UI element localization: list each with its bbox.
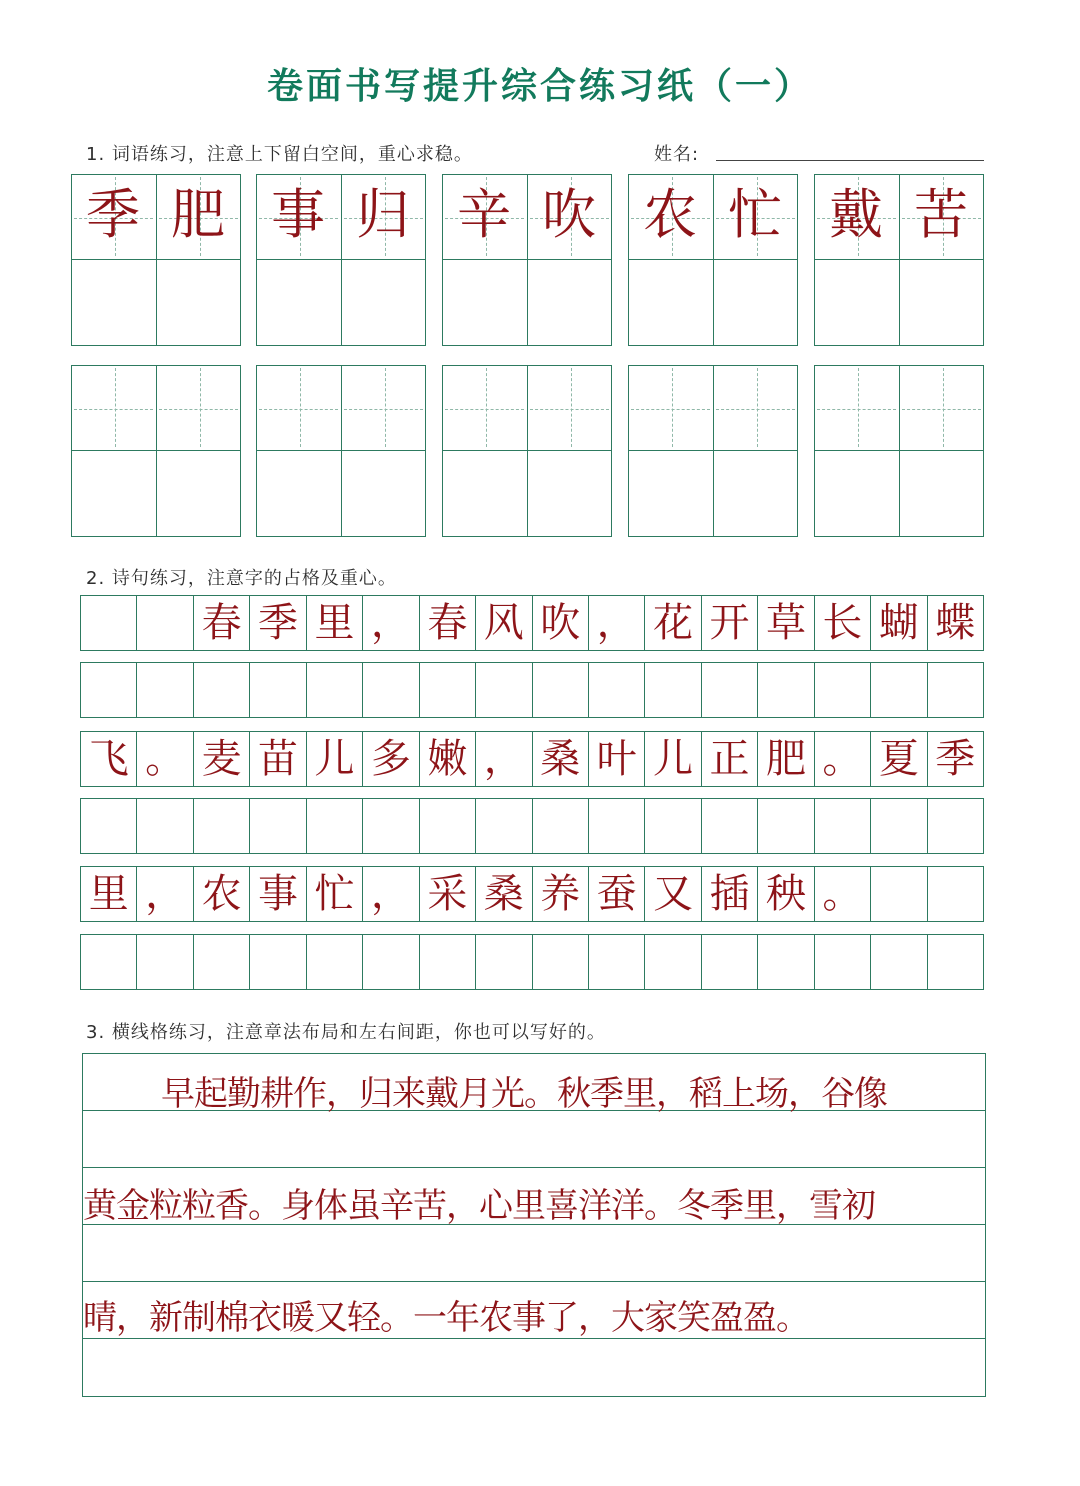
poem-cell[interactable] [928, 663, 983, 717]
sample-character: 忙 [728, 183, 782, 246]
handwriting-line: 早起勤耕作，归来戴月光。秋季里，稻上场，谷像 [161, 1074, 887, 1114]
poem-cell[interactable] [307, 799, 363, 853]
poem-cell[interactable] [871, 867, 927, 921]
ruled-line [83, 1167, 985, 1168]
poem-cell[interactable]: 春 [420, 596, 476, 650]
guide-line [385, 368, 386, 447]
sample-character: 归 [356, 183, 410, 246]
guide-line [486, 368, 487, 447]
poem-cell[interactable] [476, 935, 532, 989]
word-practice-box[interactable] [814, 365, 984, 537]
guide-line [115, 368, 116, 447]
poem-cell[interactable] [363, 663, 419, 717]
poem-cell[interactable]: ， [476, 732, 532, 786]
poem-cell[interactable]: 飞 [81, 732, 137, 786]
poem-cell[interactable] [476, 799, 532, 853]
guide-line [672, 368, 673, 447]
poem-cell[interactable]: 事 [250, 867, 306, 921]
poem-cell[interactable]: 苗 [250, 732, 306, 786]
poem-cell[interactable]: 长 [815, 596, 871, 650]
name-input-line[interactable] [716, 160, 984, 161]
poem-cell[interactable]: 季 [935, 736, 976, 782]
ruled-line [83, 1281, 985, 1282]
poem-cell[interactable] [645, 935, 701, 989]
poem-cell[interactable] [645, 663, 701, 717]
sample-character: 季 [86, 183, 140, 246]
poem-cell[interactable]: 忙 [307, 867, 363, 921]
poem-cell[interactable]: 。 [815, 732, 871, 786]
poem-cell[interactable]: 叶 [589, 732, 645, 786]
poem-cell[interactable] [815, 663, 871, 717]
lined-practice-area [82, 1053, 986, 1397]
poem-cell[interactable]: 季 [250, 596, 306, 650]
poem-cell[interactable]: 蝶 [935, 600, 976, 646]
guide-line [571, 368, 572, 447]
section2-instruction: 2. 诗句练习，注意字的占格及重心。 [86, 568, 397, 589]
guide-line [530, 409, 609, 410]
poem-cell[interactable] [533, 663, 589, 717]
guide-line [344, 409, 423, 410]
guide-line [716, 409, 795, 410]
poem-cell[interactable]: ， [363, 596, 419, 650]
poem-practice-row [80, 662, 984, 718]
poem-cell[interactable]: 。 [137, 732, 193, 786]
sample-character: 事 [271, 183, 325, 246]
poem-cell[interactable]: 正 [702, 732, 758, 786]
word-practice-box[interactable] [442, 365, 612, 537]
poem-cell[interactable] [194, 935, 250, 989]
poem-cell[interactable]: 儿 [307, 732, 363, 786]
poem-cell[interactable]: 草 [758, 596, 814, 650]
poem-cell[interactable] [137, 799, 193, 853]
poem-cell[interactable]: 肥 [758, 732, 814, 786]
grid-line [713, 366, 714, 536]
poem-cell[interactable]: 里 [307, 596, 363, 650]
sample-character: 吹 [542, 183, 596, 246]
poem-cell[interactable]: 采 [420, 867, 476, 921]
guide-line [445, 409, 524, 410]
sample-character: 戴 [829, 183, 883, 246]
sample-character: 肥 [171, 183, 225, 246]
poem-cell[interactable]: ， [363, 867, 419, 921]
sample-character: 苦 [914, 183, 968, 246]
poem-cell[interactable] [589, 663, 645, 717]
poem-cell[interactable]: 蚕 [589, 867, 645, 921]
poem-cell[interactable]: 。 [815, 867, 871, 921]
poem-cell[interactable]: 多 [363, 732, 419, 786]
word-sample-box[interactable] [628, 174, 798, 346]
poem-cell[interactable] [307, 663, 363, 717]
poem-cell[interactable]: 桑 [476, 867, 532, 921]
poem-cell[interactable] [194, 799, 250, 853]
poem-cell[interactable]: 里 [81, 867, 137, 921]
guide-line [300, 368, 301, 447]
poem-cell[interactable]: ， [137, 867, 193, 921]
poem-cell[interactable] [81, 799, 137, 853]
poem-cell[interactable] [250, 663, 306, 717]
poem-cell[interactable] [928, 799, 983, 853]
poem-practice-row [80, 798, 984, 854]
word-sample-box[interactable] [256, 174, 426, 346]
word-sample-box[interactable] [71, 174, 241, 346]
poem-cell[interactable] [250, 799, 306, 853]
sample-character: 农 [643, 183, 697, 246]
poem-cell[interactable] [758, 663, 814, 717]
name-label: 姓名: [654, 144, 700, 165]
poem-cell[interactable]: 吹 [533, 596, 589, 650]
guide-line [259, 409, 338, 410]
poem-cell[interactable] [758, 799, 814, 853]
poem-cell[interactable] [645, 799, 701, 853]
poem-cell[interactable] [420, 799, 476, 853]
poem-cell[interactable] [815, 935, 871, 989]
poem-cell[interactable]: 夏 [871, 732, 927, 786]
guide-line [74, 409, 153, 410]
guide-line [858, 368, 859, 447]
poem-cell[interactable] [194, 663, 250, 717]
poem-cell[interactable] [815, 799, 871, 853]
poem-cell[interactable]: 开 [702, 596, 758, 650]
poem-cell[interactable] [702, 799, 758, 853]
guide-line [902, 409, 981, 410]
grid-line [341, 366, 342, 536]
poem-cell[interactable] [250, 935, 306, 989]
poem-cell[interactable]: ， [589, 596, 645, 650]
poem-practice-row [80, 934, 984, 990]
grid-line [899, 366, 900, 536]
poem-cell[interactable] [702, 663, 758, 717]
poem-cell[interactable] [589, 799, 645, 853]
poem-cell[interactable] [363, 799, 419, 853]
poem-cell[interactable] [702, 935, 758, 989]
guide-line [200, 368, 201, 447]
poem-cell[interactable] [871, 799, 927, 853]
poem-cell[interactable] [758, 935, 814, 989]
poem-cell[interactable]: 春 [194, 596, 250, 650]
word-practice-box[interactable] [256, 365, 426, 537]
poem-cell[interactable] [928, 935, 983, 989]
section3-instruction: 3. 横线格练习，注意章法布局和左右间距，你也可以写好的。 [86, 1022, 606, 1043]
poem-cell[interactable] [476, 663, 532, 717]
poem-cell[interactable]: 养 [533, 867, 589, 921]
poem-cell[interactable] [81, 935, 137, 989]
poem-cell[interactable] [928, 867, 983, 921]
poem-cell[interactable] [589, 935, 645, 989]
poem-cell[interactable]: 插 [702, 867, 758, 921]
poem-cell[interactable]: 儿 [645, 732, 701, 786]
guide-line [159, 409, 238, 410]
guide-line [943, 368, 944, 447]
grid-line [156, 366, 157, 536]
poem-cell[interactable]: 又 [645, 867, 701, 921]
sample-character: 辛 [457, 183, 511, 246]
poem-cell[interactable] [307, 935, 363, 989]
word-sample-box[interactable] [814, 174, 984, 346]
poem-cell[interactable] [363, 935, 419, 989]
poem-cell[interactable] [81, 596, 137, 650]
poem-cell[interactable] [420, 935, 476, 989]
guide-line [631, 409, 710, 410]
poem-sample-row [80, 595, 984, 651]
section1-instruction: 1. 词语练习，注意上下留白空间，重心求稳。 [86, 144, 473, 165]
poem-cell[interactable]: 蝴 [871, 596, 927, 650]
poem-cell[interactable] [533, 799, 589, 853]
poem-cell[interactable] [81, 663, 137, 717]
poem-cell[interactable]: 秧 [758, 867, 814, 921]
poem-cell[interactable] [871, 663, 927, 717]
poem-cell[interactable]: 桑 [533, 732, 589, 786]
guide-line [817, 409, 896, 410]
handwriting-line: 黄金粒粒香。身体虽辛苦，心里喜洋洋。冬季里，雪初 [83, 1186, 875, 1226]
poem-cell[interactable] [137, 663, 193, 717]
poem-cell[interactable]: 嫩 [420, 732, 476, 786]
word-sample-box[interactable] [442, 174, 612, 346]
poem-cell[interactable] [420, 663, 476, 717]
poem-cell[interactable]: 风 [476, 596, 532, 650]
word-practice-box[interactable] [71, 365, 241, 537]
poem-cell[interactable] [137, 935, 193, 989]
poem-cell[interactable]: 麦 [194, 732, 250, 786]
poem-cell[interactable] [137, 596, 193, 650]
handwriting-line: 晴，新制棉衣暖又轻。一年农事了，大家笑盈盈。 [83, 1298, 809, 1338]
poem-cell[interactable] [533, 935, 589, 989]
guide-line [757, 368, 758, 447]
poem-cell[interactable]: 花 [645, 596, 701, 650]
poem-cell[interactable] [871, 935, 927, 989]
grid-line [527, 366, 528, 536]
word-practice-box[interactable] [628, 365, 798, 537]
poem-sample-row [80, 866, 984, 922]
poem-sample-row [80, 731, 984, 787]
page-title: 卷面书写提升综合练习纸（一） [266, 65, 813, 107]
poem-cell[interactable]: 农 [194, 867, 250, 921]
